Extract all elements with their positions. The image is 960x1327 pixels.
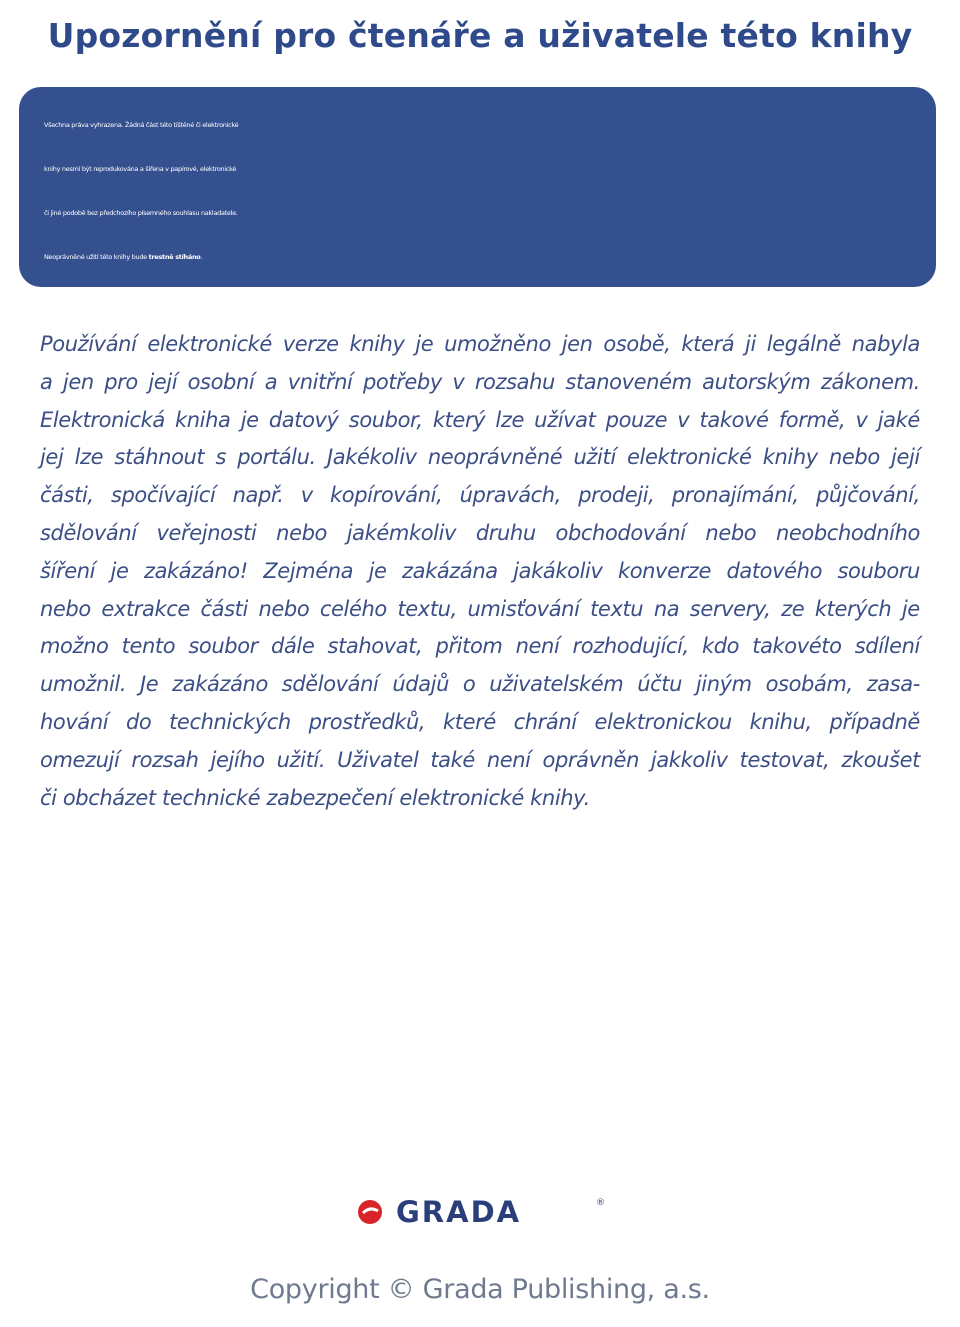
body-line [40, 553, 920, 591]
body-line [40, 666, 920, 704]
body-word: užívat [534, 407, 596, 432]
body-word: její [148, 369, 178, 394]
body-word: verze [282, 332, 339, 356]
body-word: osobám, [765, 672, 853, 697]
body-word: umožnil. [40, 672, 127, 697]
body-word: hování [40, 709, 109, 734]
body-word: chrání [513, 709, 577, 734]
body-word: lze [74, 445, 104, 470]
body-line [40, 477, 920, 515]
body-word: extrakce [101, 596, 190, 621]
body-word: oprávněn [542, 747, 639, 772]
body-word: její [891, 445, 920, 470]
body-word: zakázána [401, 558, 498, 583]
body-word: Uživatel [337, 747, 419, 772]
body-word: lze [495, 407, 524, 432]
body-word: knihu, [749, 709, 812, 734]
body-word: sdělování [40, 520, 137, 545]
body-word: jen [62, 369, 94, 394]
body-word: zkoušet [841, 747, 920, 772]
body-word: sdílení [854, 634, 920, 659]
notice-last-line-suffix: . [200, 253, 203, 261]
body-word: neobchodního [775, 520, 920, 545]
body-word: půjčování, [815, 483, 920, 508]
body-word: části, [40, 483, 94, 508]
body-word: konverze [617, 558, 711, 583]
body-word: nebo [276, 520, 327, 545]
body-word: stanoveném [565, 369, 692, 394]
notice-emphasis: trestně stíháno [148, 253, 201, 261]
registered-mark: ® [596, 1198, 605, 1208]
body-word: pouze [605, 407, 668, 432]
body-word: stáhnout [114, 445, 205, 470]
body-word: je [901, 596, 920, 621]
body-word: šíření [40, 558, 96, 583]
body-word: elektronické [626, 445, 752, 470]
body-word: neoprávněné [427, 445, 563, 470]
grada-logo [356, 1194, 606, 1230]
body-word: zákonem. [820, 369, 920, 394]
body-word: zasa- [866, 672, 920, 697]
body-word: jej [40, 445, 64, 470]
body-word: potřeby [362, 369, 442, 394]
body-word: jakkoliv [650, 747, 728, 772]
body-word: je [368, 558, 387, 583]
notice-line: Všechna práva vyhrazena. Žádná část této tištěné či elektronické [44, 121, 239, 129]
body-word: uživatelském [489, 672, 624, 697]
body-word: užití. [276, 747, 326, 772]
body-word: užití [573, 445, 616, 470]
body-word: nabyla [851, 332, 920, 356]
body-word: druhu [475, 520, 536, 545]
body-word: umožněno [444, 332, 551, 356]
body-word: je [240, 407, 259, 432]
body-line [40, 439, 920, 477]
body-word: části [200, 596, 248, 621]
body-word: a [40, 369, 53, 394]
grada-logo-text: GRADA [396, 1195, 522, 1229]
body-word: kterých [814, 596, 892, 621]
body-word: jakákoliv [513, 558, 603, 583]
body-word: dále [271, 634, 315, 659]
body-word: účtu [637, 672, 682, 697]
notice-last-line [44, 235, 936, 279]
body-line [40, 515, 920, 553]
body-line [40, 326, 920, 364]
body-word: servery, [689, 596, 771, 621]
body-word: pro [104, 369, 138, 394]
body-line [40, 704, 920, 742]
copyright-notice-box [19, 87, 936, 287]
body-word: Elektronická [40, 407, 165, 432]
body-word: prodeji, [578, 483, 655, 508]
body-word: elektronickou [594, 709, 732, 734]
body-word: souboru [837, 558, 920, 583]
body-word: Zejména [263, 558, 354, 583]
body-word: zakázáno [172, 672, 268, 697]
body-word: nebo [705, 520, 757, 545]
body-line [40, 628, 920, 666]
body-word: který [432, 407, 486, 432]
body-word: celého [319, 596, 387, 621]
body-word: Jakékoliv [327, 445, 417, 470]
body-word: rozsah [131, 747, 199, 772]
body-word: ji [745, 332, 756, 356]
body-word: do [125, 709, 152, 734]
body-word: je [415, 332, 434, 356]
body-word: prostředků, [308, 709, 426, 734]
body-word: Je [139, 672, 159, 697]
body-word: osobě, [603, 332, 671, 356]
body-word: ze [781, 596, 805, 621]
body-word: tento [121, 634, 176, 659]
body-word: možno [40, 634, 109, 659]
body-word: formě, [778, 407, 846, 432]
body-word: která [681, 332, 735, 356]
body-word: jen [561, 332, 593, 356]
body-word: textu [590, 596, 644, 621]
body-word: testovat, [739, 747, 830, 772]
body-word: knihy [762, 445, 818, 470]
body-word: datový [268, 407, 339, 432]
body-word: veřejnosti [156, 520, 257, 545]
notice-line: či jiné podobě bez předchozího písemného souhlasu nakladatele. [44, 209, 238, 217]
body-word: úpravách, [459, 483, 561, 508]
body-word: kniha [175, 407, 231, 432]
body-line [40, 742, 920, 780]
body-word: Používání [40, 332, 137, 356]
body-word: omezují [40, 747, 120, 772]
body-line [40, 591, 920, 629]
body-word: elektronické [147, 332, 272, 356]
body-word: osobní [187, 369, 255, 394]
body-word: soubor [188, 634, 258, 659]
body-word: není [486, 747, 531, 772]
body-word: údajů [392, 672, 450, 697]
body-word: stahovat, [327, 634, 423, 659]
body-word: jiným [695, 672, 752, 697]
body-line [40, 364, 920, 402]
body-word: přitom [435, 634, 503, 659]
body-word: případně [829, 709, 920, 734]
body-word: technických [169, 709, 291, 734]
body-word: v [300, 483, 313, 508]
body-word: takové [699, 407, 769, 432]
body-word: legálně [766, 332, 841, 356]
copyright-line: Copyright © Grada Publishing, a.s. [250, 1274, 710, 1305]
body-word: obchodování [555, 520, 686, 545]
body-word: nebo [258, 596, 310, 621]
body-word: je [110, 558, 129, 583]
body-word: jejího [210, 747, 265, 772]
body-word: rozhodující, [572, 634, 689, 659]
body-word: vnitřní [287, 369, 353, 394]
body-word: pronajímání, [671, 483, 799, 508]
body-word: knihy [349, 332, 405, 356]
body-word: nebo [40, 596, 91, 621]
body-word: autorským [702, 369, 811, 394]
body-word: které [442, 709, 496, 734]
body-word: s [215, 445, 227, 470]
body-word: a [264, 369, 278, 394]
body-line: či obcházet technické zabezpečení elektronické knihy. [40, 785, 590, 810]
body-word: datového [726, 558, 823, 583]
body-word: sdělování [281, 672, 379, 697]
notice-last-line-prefix: Neoprávněné užití této knihy bude [44, 253, 149, 261]
body-word: rozsahu [474, 369, 555, 394]
body-word: textu, [397, 596, 457, 621]
grada-logo-mark-icon [356, 1198, 384, 1226]
body-word: na [653, 596, 680, 621]
body-word: spočívající [110, 483, 216, 508]
usage-terms-paragraph [40, 326, 920, 817]
body-word: v [855, 407, 868, 432]
body-word: není [515, 634, 560, 659]
body-word: jakémkoliv [346, 520, 457, 545]
body-word: v [677, 407, 690, 432]
body-word: takovéto [752, 634, 842, 659]
body-line [40, 402, 920, 440]
body-word: kdo [701, 634, 740, 659]
notice-line: knihy nesmí být reprodukována a šířena v papírové, elektronické [44, 165, 237, 173]
body-word: portálu. [237, 445, 316, 470]
page-title: Upozornění pro čtenáře a uživatele této knihy [47, 16, 913, 55]
body-word: umisťování [467, 596, 580, 621]
body-word: např. [232, 483, 284, 508]
body-word: kopírování, [330, 483, 443, 508]
body-word: zakázáno! [143, 558, 248, 583]
body-word: soubor, [348, 407, 423, 432]
body-word: také [430, 747, 475, 772]
body-word: v [452, 369, 465, 394]
body-word: nebo [829, 445, 880, 470]
body-word: o [462, 672, 476, 697]
body-word: jaké [877, 407, 920, 432]
